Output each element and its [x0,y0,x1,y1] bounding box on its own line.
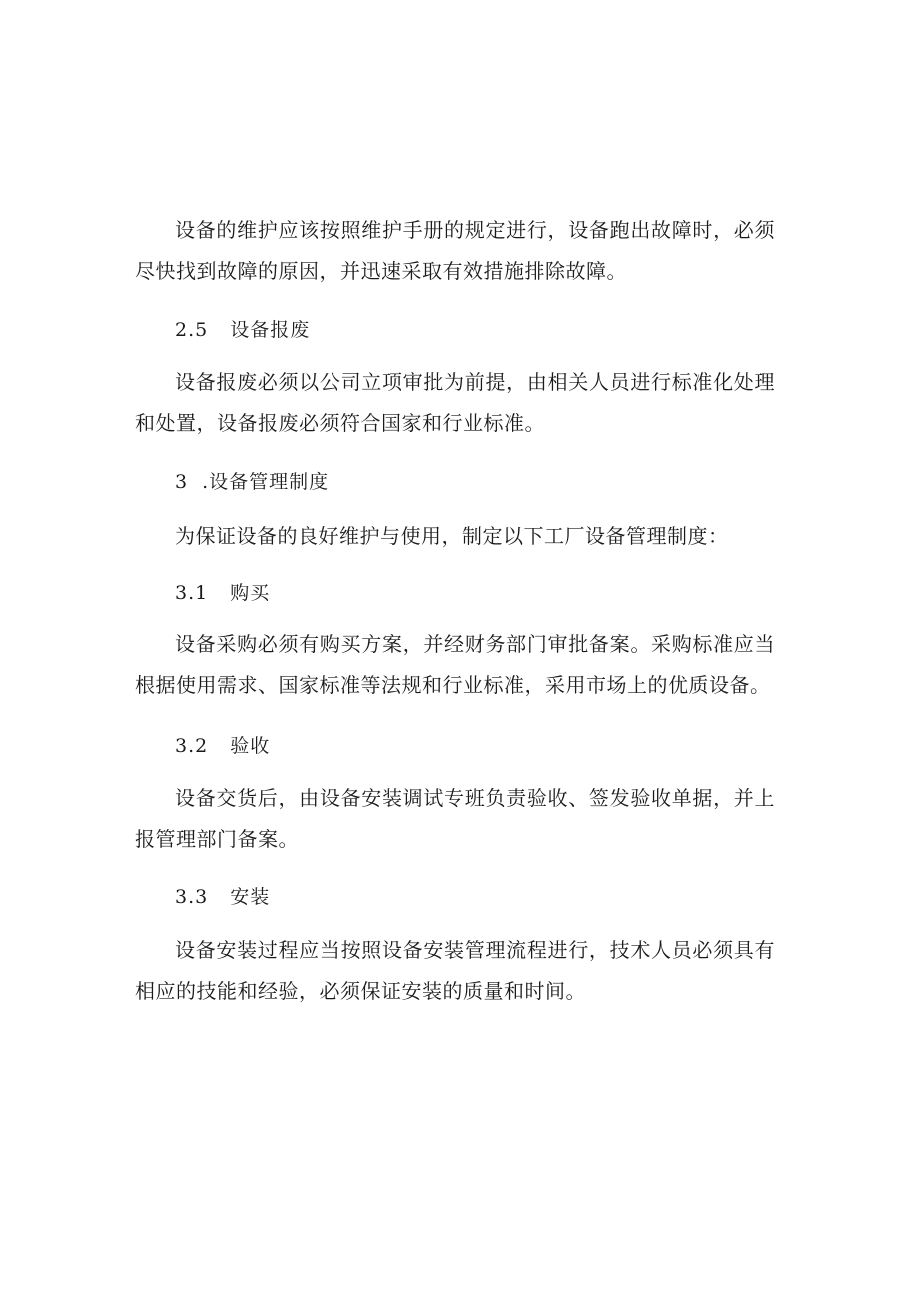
heading-title: 安装 [230,886,271,908]
heading-title: .设备管理制度 [202,471,330,493]
heading-title: 验收 [230,735,271,757]
paragraph-intro: 为保证设备的良好维护与使用，制定以下工厂设备管理制度： [175,524,729,548]
heading-title: 购买 [230,582,271,604]
heading-3 [175,467,329,497]
heading-number: 3 [175,471,189,493]
heading-number: 3.1 [175,582,209,604]
paragraph-acceptance: 设备交货后，由设备安装调试专班负责验收、签发验收单据，并上报管理部门备案。 [135,786,775,851]
heading-3-2 [175,731,270,761]
heading-number: 3.3 [175,886,209,908]
paragraph-maintenance: 设备的维护应该按照维护手册的规定进行，设备跑出故障时，必须尽快找到故障的原因，并迅速采取有效措施排除故障。 [135,218,775,283]
paragraph-installation: 设备安装过程应当按照设备安装管理流程进行，技术人员必须具有相应的技能和经验，必须保证安装的质量和时间。 [135,938,775,1003]
heading-number: 3.2 [175,735,209,757]
paragraph-scrap: 设备报废必须以公司立项审批为前提，由相关人员进行标准化处理和处置，设备报废必须符合国家和行业标准。 [135,370,775,435]
heading-title: 设备报废 [230,319,311,341]
heading-number: 2.5 [175,319,209,341]
heading-2-5 [175,315,310,345]
heading-3-1 [175,578,270,608]
paragraph-purchase: 设备采购必须有购买方案，并经财务部门审批备案。采购标准应当根据使用需求、国家标准等法规和行业标准，采用市场上的优质设备。 [135,632,775,697]
heading-3-3 [175,882,270,912]
